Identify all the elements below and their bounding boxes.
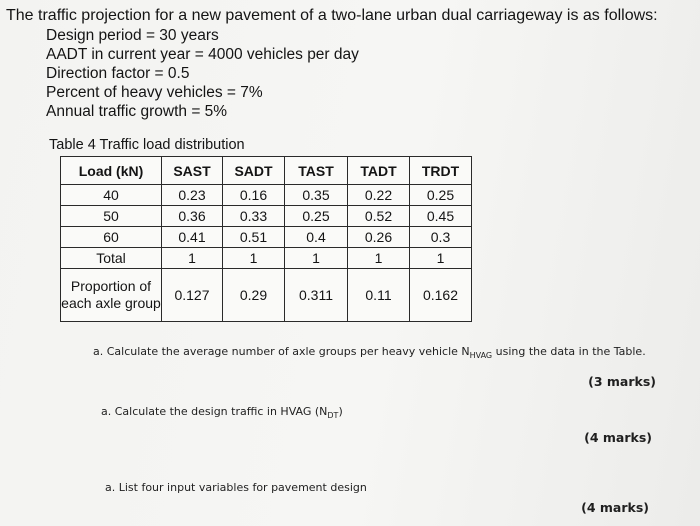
table-cell: 0.23 [162, 185, 223, 206]
table-cell: 0.3 [410, 227, 472, 248]
proportion-label: Proportion of each axle group [61, 269, 162, 322]
table-cell: 1 [285, 248, 348, 269]
marks-label: (3 marks) [588, 374, 656, 389]
question-input-variables [105, 481, 367, 494]
table-cell: 0.162 [410, 269, 472, 322]
table-cell: 0.33 [223, 206, 285, 227]
table-cell: 0.22 [348, 185, 410, 206]
traffic-load-table [60, 156, 472, 322]
table-header-row [61, 157, 472, 185]
question-subscript: HVAG [469, 351, 493, 361]
question-design-traffic [101, 405, 343, 420]
table-cell: 0.26 [348, 227, 410, 248]
table-cell: 0.36 [162, 206, 223, 227]
question-text: a. List four input variables for pavement design [105, 481, 367, 494]
table-cell: 0.52 [348, 206, 410, 227]
table-cell: 40 [61, 185, 162, 206]
table-cell: 0.45 [410, 206, 472, 227]
question-text: using the data in the Table. [492, 345, 646, 358]
table-cell: 0.25 [285, 206, 348, 227]
question-text: a. Calculate the design traffic in HVAG (N [101, 405, 328, 418]
table-row [61, 185, 472, 206]
table-cell: 60 [61, 227, 162, 248]
table-cell: 1 [348, 248, 410, 269]
table-total-row [61, 248, 472, 269]
marks-label: (4 marks) [581, 500, 649, 515]
question-subscript: DT [327, 411, 339, 421]
table-cell: 1 [223, 248, 285, 269]
marks-label: (4 marks) [584, 430, 652, 445]
table-cell: 0.311 [285, 269, 348, 322]
header-load: Load (kN) [61, 157, 162, 185]
table-proportion-row [61, 269, 472, 322]
traffic-growth-line: Annual traffic growth = 5% [46, 103, 228, 120]
table-caption: Table 4 Traffic load distribution [49, 137, 245, 153]
heavy-vehicles-line: Percent of heavy vehicles = 7% [46, 84, 263, 101]
problem-title: The traffic projection for a new pavement of a two-lane urban dual carriageway is as follows: [6, 7, 658, 24]
table-cell: 1 [410, 248, 472, 269]
table-cell: 0.127 [162, 269, 223, 322]
design-period-line: Design period = 30 years [46, 27, 219, 44]
table-cell: 0.25 [410, 185, 472, 206]
header-sadt: SADT [223, 157, 285, 185]
header-tast: TAST [285, 157, 348, 185]
question-text: ) [338, 405, 343, 418]
direction-factor-line: Direction factor = 0.5 [46, 65, 190, 82]
table-row [61, 227, 472, 248]
header-sast: SAST [162, 157, 223, 185]
table-cell: 0.41 [162, 227, 223, 248]
question-average-axle-groups [93, 345, 646, 360]
header-tadt: TADT [348, 157, 410, 185]
table-cell: Total [61, 248, 162, 269]
header-trdt: TRDT [410, 157, 472, 185]
table-cell: 50 [61, 206, 162, 227]
table-cell: 1 [162, 248, 223, 269]
given-data-list [46, 26, 658, 121]
table-cell: 0.16 [223, 185, 285, 206]
table-cell: 0.51 [223, 227, 285, 248]
aadt-line: AADT in current year = 4000 vehicles per day [46, 46, 359, 63]
table-cell: 0.4 [285, 227, 348, 248]
table-cell: 0.35 [285, 185, 348, 206]
problem-statement [6, 6, 658, 121]
table-row [61, 206, 472, 227]
table-cell: 0.29 [223, 269, 285, 322]
table-cell: 0.11 [348, 269, 410, 322]
question-text: a. Calculate the average number of axle groups per heavy vehicle N [93, 345, 470, 358]
